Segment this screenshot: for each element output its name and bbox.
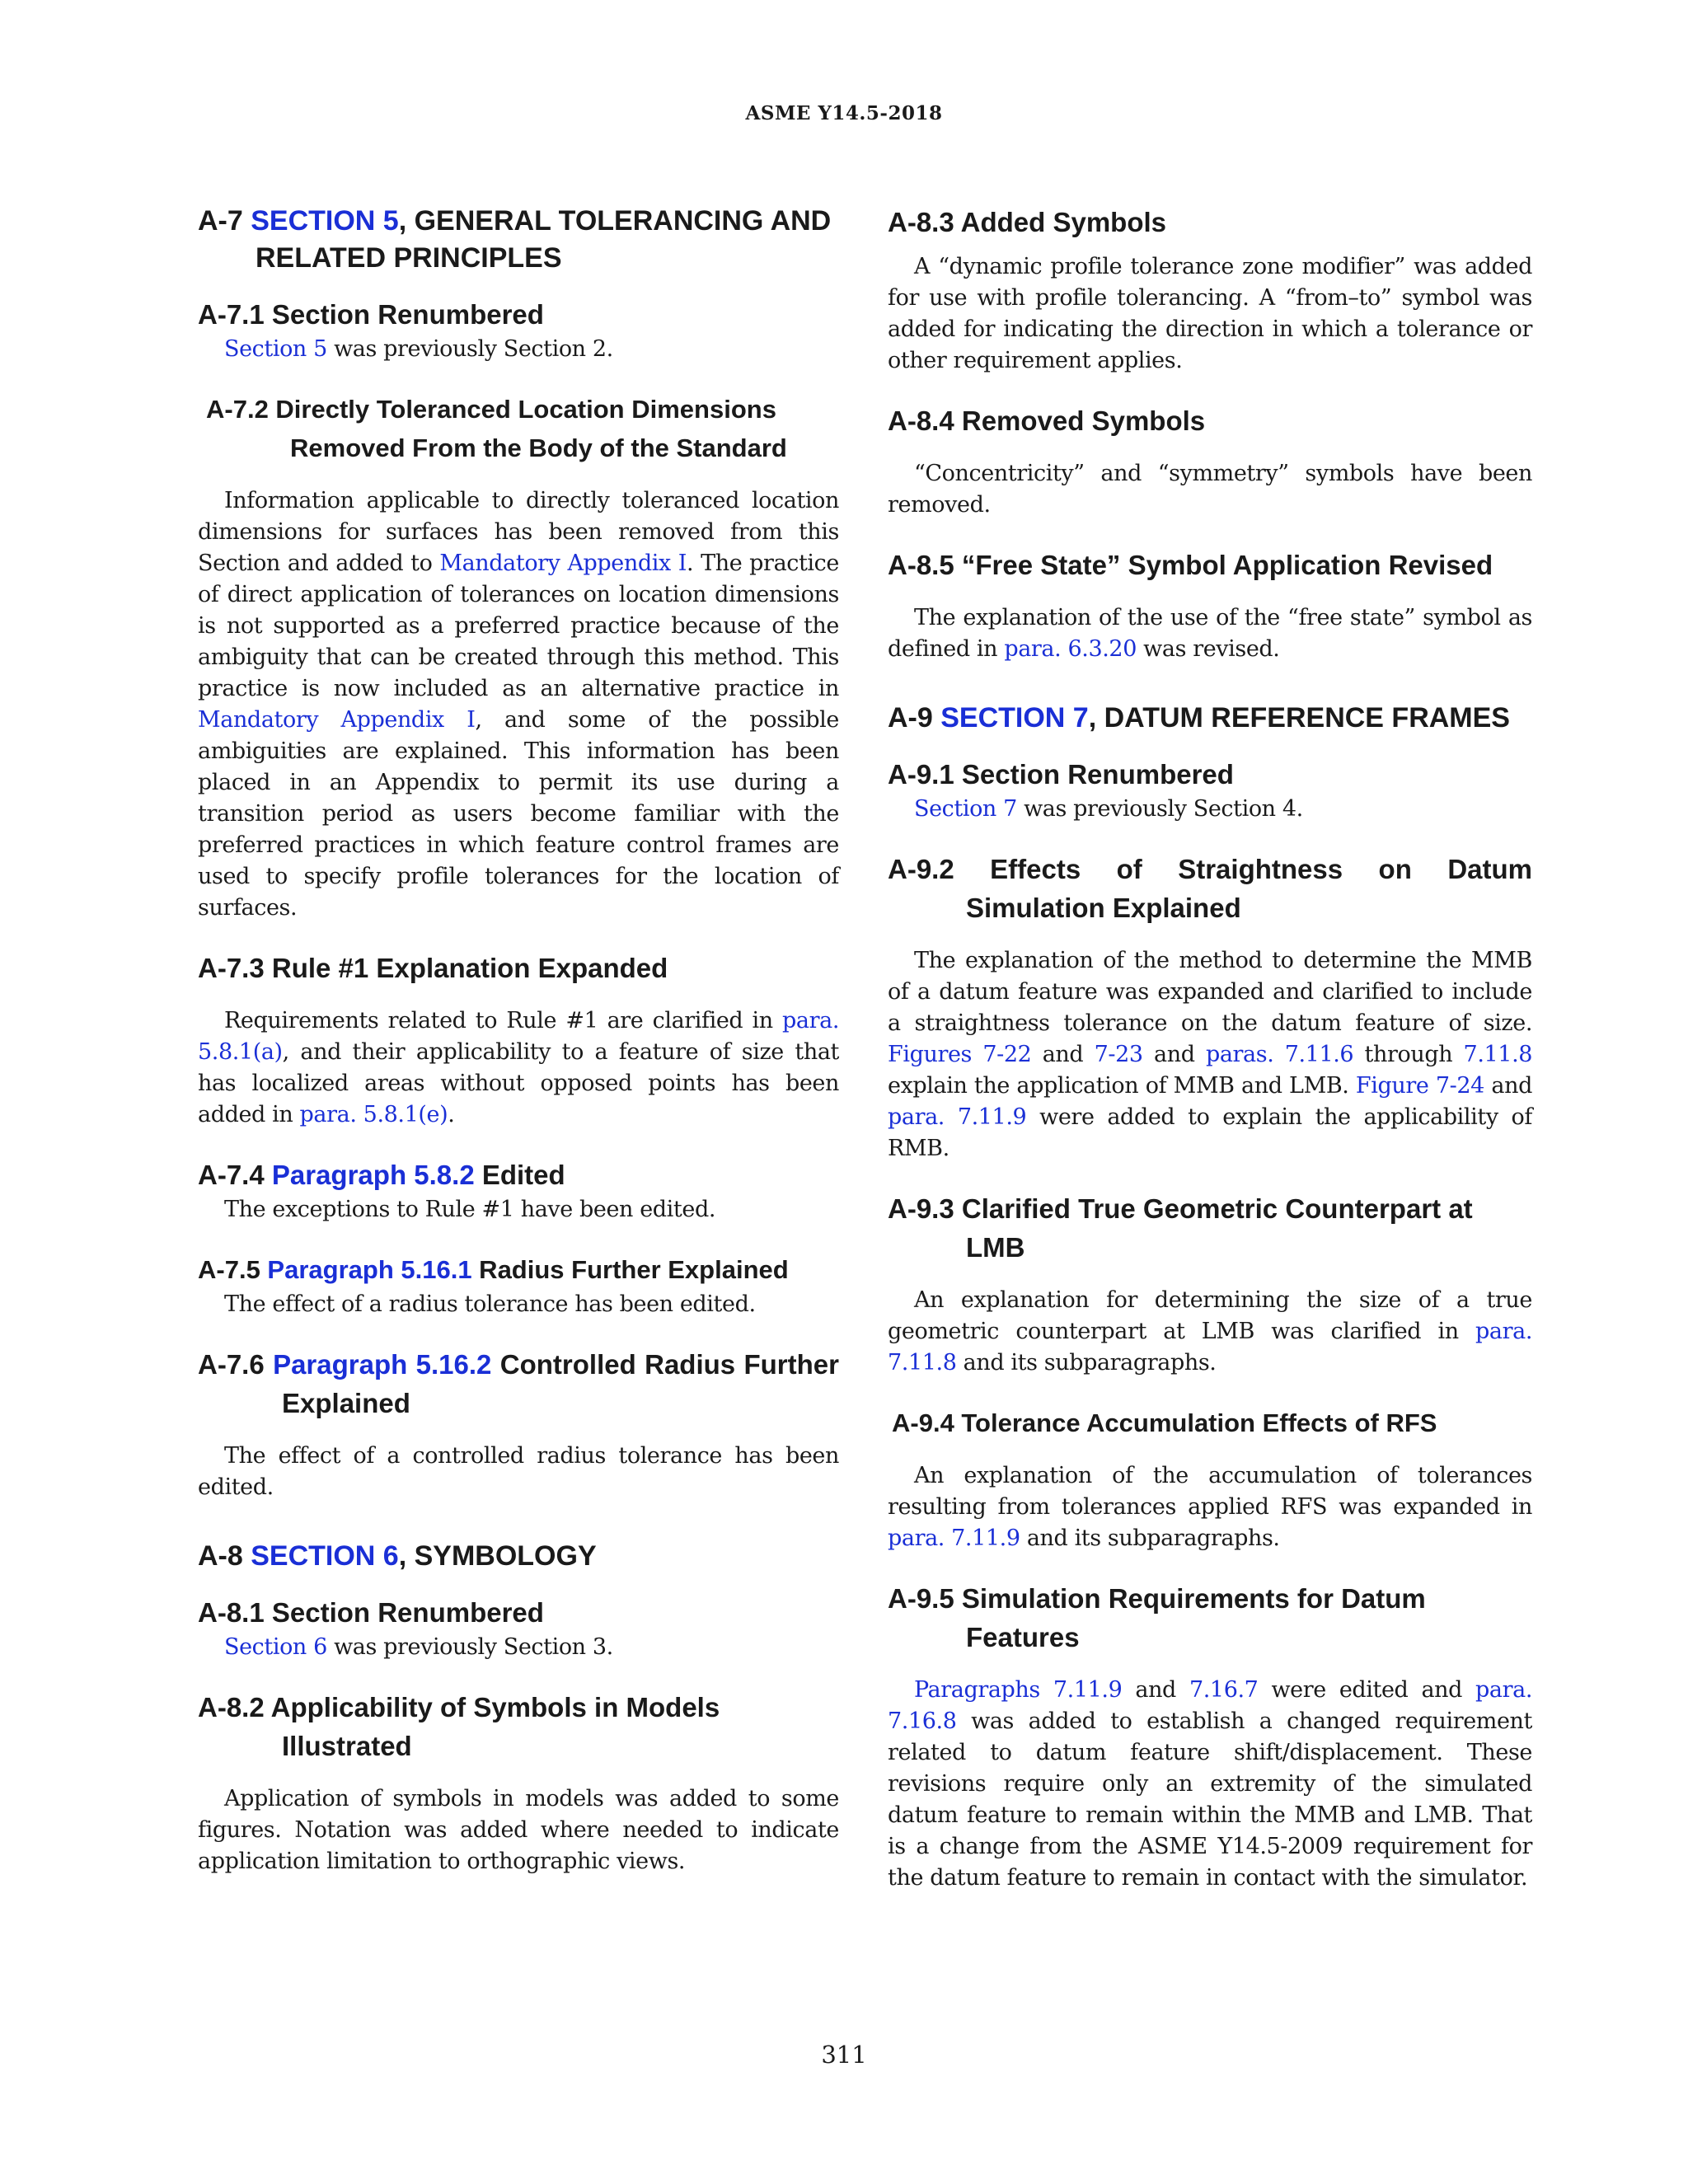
section-heading-a7: A-7 SECTION 5, GENERAL TOLERANCING AND RELATED PRINCIPLES (198, 205, 832, 274)
para-5-8-1e-link[interactable]: para. 5.8.1(e) (299, 1102, 448, 1127)
para-a7-6: The effect of a controlled radius tolerance has been edited. (198, 1443, 839, 1500)
heading-a7-2: A-7.2 Directly Toleranced Location Dimensions Removed From the Body of the Standard (206, 395, 787, 462)
right-column (888, 203, 1532, 1894)
section-heading-a9: A-9 SECTION 7, DATUM REFERENCE FRAMES (888, 702, 1510, 733)
paragraph-5-16-1-link[interactable]: Paragraph 5.16.1 (267, 1255, 472, 1284)
heading-a9-1: A-9.1 Section Renumbered (888, 759, 1234, 790)
left-column (198, 203, 839, 1877)
page-number: 311 (821, 2041, 867, 2069)
mandatory-appendix-link-2[interactable]: Mandatory Appendix I (198, 707, 476, 733)
figure-7-24-link[interactable]: Figure 7-24 (1355, 1073, 1484, 1099)
para-a9-4: An explanation of the accumulation of tolerances resulting from tolerances applied RFS was expanded in para. 7.11.9 and its subparagraphs. (888, 1463, 1532, 1551)
para-7-11-9-link-2[interactable]: para. 7.11.9 (888, 1526, 1020, 1551)
heading-a9-3: A-9.3 Clarified True Geometric Counterpart at LMB (888, 1193, 1473, 1263)
heading-a8-2: A-8.2 Applicability of Symbols in Models Illustrated (198, 1692, 720, 1761)
heading-a9-4: A-9.4 Tolerance Accumulation Effects of RFS (892, 1408, 1437, 1437)
para-a9-2: The explanation of the method to determine the MMB of a datum feature was expanded and clarified to include a straightness tolerance on the datum feature of size. Figures 7-22 and 7-23 and paras. 7.11.6 through 7.11.8 explain the application of MMB and LMB. Figure 7-24 and para. 7.11.9 were added to explain the applicability of RMB. (888, 948, 1533, 1161)
heading-a8-3: A-8.3 Added Symbols (888, 207, 1167, 237)
para-a7-4: The exceptions to Rule #1 have been edited. (224, 1197, 716, 1222)
heading-a8-1: A-8.1 Section Renumbered (198, 1597, 544, 1628)
paragraph-5-8-2-link[interactable]: Paragraph 5.8.2 (271, 1160, 475, 1190)
para-a7-1: Section 5 was previously Section 2. (224, 336, 613, 362)
para-a8-4: “Concentricity” and “symmetry” symbols have been removed. (888, 461, 1532, 518)
para-a8-2: Application of symbols in models was added to some figures. Notation was added where needed to indicate application limitation to orthographic views. (198, 1786, 839, 1874)
heading-a8-4: A-8.4 Removed Symbols (888, 405, 1206, 436)
para-7-11-9-link[interactable]: para. 7.11.9 (888, 1104, 1027, 1130)
para-7-11-8-link[interactable]: 7.11.8 (1463, 1042, 1533, 1067)
para-7-11-8-link-2[interactable]: para. 7.11.8 (888, 1319, 1532, 1376)
heading-a7-1: A-7.1 Section Renumbered (198, 299, 544, 330)
para-7-16-7-link[interactable]: 7.16.7 (1189, 1677, 1259, 1703)
para-a8-3: A “dynamic profile tolerance zone modifier” was added for use with profile tolerancing. A “from–to” symbol was added for indicating the direction in which a tolerance or other requirement applies. (888, 254, 1532, 373)
para-a7-2: Information applicable to directly toleranced location dimensions for surfaces has been removed from this Section and added to Mandatory Appendix I. The practice of direct application of tolerances on location dimensions is not supported as a preferred practice because of the ambiguity that can be created through this method. This practice is now included as an alternative practice in Mandatory Appendix I, and some of the possible ambiguities are explained. This information has been placed in an Appendix to permit its use during a transition period as users become familiar with the preferred practices in which feature control frames are used to specify profile tolerances for the location of surfaces. (198, 488, 839, 921)
heading-a7-5: A-7.5 Paragraph 5.16.1 Radius Further Explained (198, 1255, 789, 1284)
para-a8-5: The explanation of the use of the “free state” symbol as defined in para. 6.3.20 was revised. (888, 605, 1532, 662)
para-6-3-20-link[interactable]: para. 6.3.20 (1004, 636, 1137, 662)
figures-7-22-link[interactable]: Figures 7-22 (888, 1042, 1032, 1067)
para-a7-3: Requirements related to Rule #1 are clarified in para. 5.8.1(a), and their applicability to a feature of size that has localized areas without opposed points has been added in para. 5.8.1(e). (198, 1008, 839, 1127)
section-6-link-2[interactable]: Section 6 (224, 1634, 327, 1660)
paragraphs-7-11-9-link[interactable]: Paragraphs 7.11.9 (914, 1677, 1123, 1703)
section-7-link-2[interactable]: Section 7 (914, 796, 1017, 822)
section-5-link-2[interactable]: Section 5 (224, 336, 327, 362)
para-a8-1: Section 6 was previously Section 3. (224, 1634, 613, 1660)
heading-a9-5: A-9.5 Simulation Requirements for Datum Features (888, 1583, 1426, 1652)
heading-a7-4: A-7.4 Paragraph 5.8.2 Edited (198, 1160, 565, 1190)
para-a7-5: The effect of a radius tolerance has been edited. (224, 1291, 756, 1317)
para-a9-3: An explanation for determining the size of a true geometric counterpart at LMB was clarified in para. 7.11.8 and its subparagraphs. (888, 1287, 1532, 1376)
heading-a8-5: A-8.5 “Free State” Symbol Application Revised (888, 550, 1493, 580)
section-5-link[interactable]: SECTION 5 (251, 205, 399, 237)
heading-a9-2: A-9.2 Effects of Straightness on Datum Simulation Explained (888, 854, 1532, 923)
mandatory-appendix-link[interactable]: Mandatory Appendix I (439, 551, 687, 576)
running-header: ASME Y14.5-2018 (745, 102, 943, 124)
para-5-8-1a-link[interactable]: para. 5.8.1(a) (198, 1008, 839, 1065)
para-7-16-8-link[interactable]: para. 7.16.8 (888, 1677, 1532, 1734)
paragraph-5-16-2-link[interactable]: Paragraph 5.16.2 (273, 1349, 492, 1380)
heading-a7-3: A-7.3 Rule #1 Explanation Expanded (198, 953, 668, 983)
para-a9-5: Paragraphs 7.11.9 and 7.16.7 were edited and para. 7.16.8 was added to establish a changed requirement related to datum feature shift/displacement. These revisions require only an extremity of the simulated datum feature to remain within the MMB and LMB. That is a change from the ASME Y14.5-2009 requirement for the datum feature to remain in contact with the simulator. (888, 1677, 1532, 1891)
figure-7-23-link[interactable]: 7-23 (1094, 1042, 1143, 1067)
para-a9-1: Section 7 was previously Section 4. (914, 796, 1303, 822)
section-7-link[interactable]: SECTION 7 (940, 702, 1089, 733)
paras-7-11-6-link[interactable]: paras. 7.11.6 (1205, 1042, 1354, 1067)
section-heading-a8: A-8 SECTION 6, SYMBOLOGY (198, 1540, 597, 1572)
heading-a7-6: A-7.6 Paragraph 5.16.2 Controlled Radius Further Explained (198, 1349, 839, 1418)
section-6-link[interactable]: SECTION 6 (251, 1540, 399, 1572)
